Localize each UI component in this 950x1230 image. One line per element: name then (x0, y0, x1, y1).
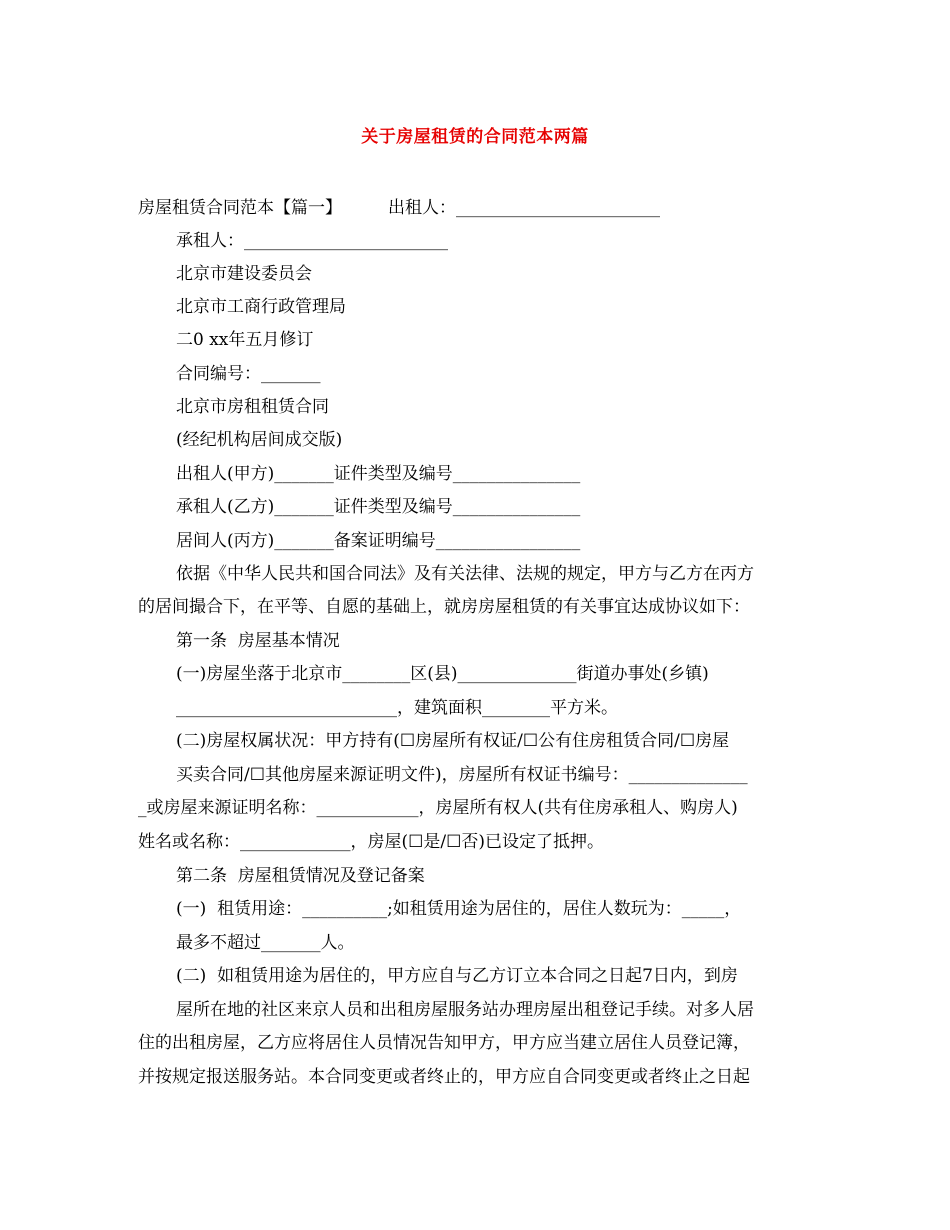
section-heading: 房屋租赁合同范本【篇一】 (138, 198, 342, 218)
body-line: 居间人(丙方)_______备案证明编号_________________ (176, 531, 581, 551)
body-line: 住的出租房屋，乙方应将居住人员情况告知甲方，甲方应当建立居住人员登记簿， (138, 1033, 750, 1053)
body-line: 并按规定报送服务站。本合同变更或者终止的，甲方应自合同变更或者终止之日起 (138, 1067, 750, 1087)
body-line: 合同编号：_______ (176, 364, 321, 384)
body-line: (经纪机构居间成交版) (176, 430, 343, 450)
document-title: 关于房屋租赁的合同范本两篇 (361, 127, 589, 147)
body-line: 依据《中华人民共和国合同法》及有关法律、法规的规定，甲方与乙方在丙方 (176, 564, 754, 584)
lessor-field: 出租人：________________________ (388, 198, 660, 218)
body-line: 北京市建设委员会 (176, 264, 312, 284)
body-line: 最多不超过_______人。 (176, 933, 355, 953)
body-line: 承租人：________________________ (176, 231, 448, 251)
body-line: 买卖合同/☐其他房屋来源证明文件)，房屋所有权证书编号：______________ (176, 765, 748, 785)
body-line: 的居间撮合下，在平等、自愿的基础上，就房房屋租赁的有关事宜达成协议如下： (138, 597, 750, 617)
body-line: (一) 租赁用途：__________;如租赁用途为居住的，居住人数玩为：_____， (176, 899, 742, 919)
body-line: 出租人(甲方)_______证件类型及编号_______________ (176, 464, 581, 484)
body-line: __________________________，建筑面积________平方米。 (176, 698, 618, 718)
body-line: (二) 如租赁用途为居住的，甲方应自与乙方订立本合同之日起7日内，到房 (176, 966, 738, 986)
body-line: 北京市房租租赁合同 (176, 397, 329, 417)
body-line: 北京市工商行政管理局 (176, 297, 346, 317)
body-line: 第二条 房屋租赁情况及登记备案 (176, 866, 425, 886)
body-line: 姓名或名称：_____________，房屋(☐是/☐否)已设定了抵押。 (138, 832, 604, 852)
body-line: (二)房屋权属状况：甲方持有(☐房屋所有权证/☐公有住房租赁合同/☐房屋 (176, 731, 730, 751)
body-line: _或房屋来源证明名称：____________，房屋所有权人(共有住房承租人、购房人) (138, 798, 738, 818)
header-line (138, 198, 660, 218)
body-line: 第一条 房屋基本情况 (176, 631, 340, 651)
body-line: 承租人(乙方)_______证件类型及编号_______________ (176, 497, 581, 517)
body-line: (一)房屋坐落于北京市________区(县)______________街道办事处(乡镇) (176, 664, 709, 684)
body-line: 屋所在地的社区来京人员和出租房屋服务站办理房屋出租登记手续。对多人居 (176, 1000, 754, 1020)
body-line: 二0 xx年五月修订 (176, 330, 314, 350)
